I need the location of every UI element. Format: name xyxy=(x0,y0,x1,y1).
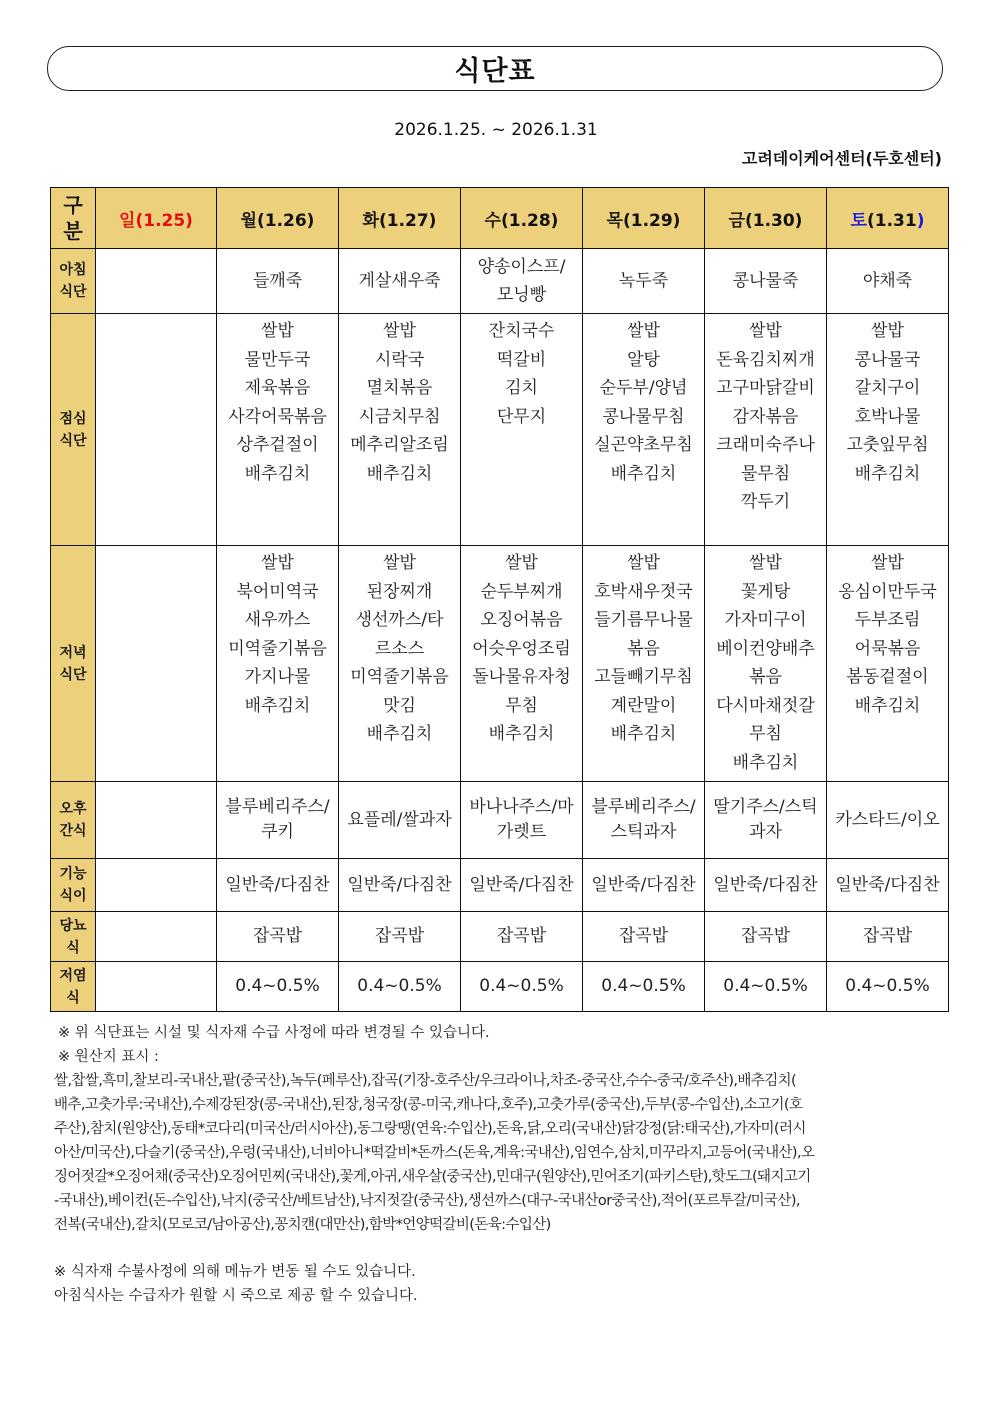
day-header-sun: 일(1.25) xyxy=(96,188,217,249)
menu-item: 일반죽/다짐찬 xyxy=(591,874,696,895)
menu-item: 다시마채젓갈 xyxy=(716,695,815,716)
menu-cell-sat xyxy=(827,962,949,1012)
menu-item: 옹심이만두국 xyxy=(838,581,937,602)
menu-item: 0.4~0.5% xyxy=(357,976,442,997)
row-label: 점심 식단 xyxy=(51,314,96,546)
menu-item: 무침 xyxy=(749,724,782,744)
menu-cell-wed xyxy=(461,912,583,962)
menu-item: 볶음 xyxy=(627,638,660,659)
menu-cell-mon xyxy=(217,782,339,859)
menu-item: 어묵볶음 xyxy=(854,638,921,659)
menu-item: 과자 xyxy=(749,822,782,842)
menu-item: 단무지 xyxy=(496,406,547,427)
menu-item: 된장찌개 xyxy=(366,581,433,602)
menu-item: 0.4~0.5% xyxy=(235,976,320,997)
menu-item: 르소스 xyxy=(374,638,425,659)
day-header-fri: 금(1.30) xyxy=(705,188,827,249)
menu-item: 시금치무침 xyxy=(358,406,441,427)
menu-item: 호박나물 xyxy=(854,406,921,427)
menu-cell-fri xyxy=(705,314,827,546)
menu-item: 멸치볶음 xyxy=(366,378,433,398)
menu-cell-sat xyxy=(827,859,949,912)
menu-item: 갈치구이 xyxy=(854,378,921,398)
menu-cell-sun xyxy=(96,859,217,912)
low-sodium-diet-row xyxy=(51,962,949,1012)
menu-item: 무침 xyxy=(505,695,538,716)
row-label: 오후 간식 xyxy=(51,782,96,859)
menu-cell-wed xyxy=(461,249,583,314)
menu-item: 실곤약초무침 xyxy=(594,435,693,455)
menu-cell-fri xyxy=(705,249,827,314)
notes-section xyxy=(54,1021,954,1237)
supply-notes xyxy=(54,1260,954,1308)
menu-item: 어슷우엉조림 xyxy=(472,638,571,659)
change-notice: ※ 위 식단표는 시설 및 식자재 수급 사정에 따라 변경될 수 있습니다. xyxy=(58,1025,490,1041)
menu-item: 알탕 xyxy=(627,349,660,370)
menu-item: 야채죽 xyxy=(862,270,913,291)
menu-item: 돌나물유자청 xyxy=(472,667,571,687)
page-title: 식단표 xyxy=(454,56,536,87)
diabetic-diet-row xyxy=(51,912,949,962)
menu-cell-sat xyxy=(827,314,949,546)
menu-cell-tue xyxy=(339,546,461,782)
menu-cell-sun xyxy=(96,546,217,782)
menu-cell-tue xyxy=(339,912,461,962)
menu-item: 상추겉절이 xyxy=(236,435,319,455)
menu-cell-sun xyxy=(96,962,217,1012)
menu-item: 일반죽/다짐찬 xyxy=(225,874,330,895)
menu-cell-wed xyxy=(461,314,583,546)
menu-cell-sun xyxy=(96,314,217,546)
menu-item: 쌀밥 xyxy=(383,321,416,341)
day-header-tue: 화(1.27) xyxy=(339,188,461,249)
menu-cell-mon xyxy=(217,249,339,314)
menu-period: 2026.1.25. ~ 2026.1.31 xyxy=(394,120,598,140)
lunch-row xyxy=(51,314,949,546)
menu-item: 잡곡밥 xyxy=(252,926,303,947)
menu-item: 배추김치 xyxy=(854,463,921,484)
menu-item: 일반죽/다짐찬 xyxy=(835,874,940,895)
day-header-wed: 수(1.28) xyxy=(461,188,583,249)
menu-item: 배추김치 xyxy=(366,724,433,744)
menu-item: 쌀밥 xyxy=(261,321,294,341)
menu-item: 양송이스프/ xyxy=(477,256,566,277)
menu-cell-thu xyxy=(583,314,705,546)
menu-item: 잡곡밥 xyxy=(862,926,913,947)
menu-item: 쌀밥 xyxy=(505,553,538,573)
menu-item: 두부조림 xyxy=(854,610,921,630)
menu-item: 미역줄기볶음 xyxy=(228,638,327,659)
menu-cell-thu xyxy=(583,912,705,962)
menu-item: 콩나물무침 xyxy=(602,406,685,427)
menu-cell-thu xyxy=(583,962,705,1012)
functional-diet-row xyxy=(51,859,949,912)
menu-item: 메추리알조림 xyxy=(350,435,449,455)
dinner-row xyxy=(51,546,949,782)
menu-item: 잡곡밥 xyxy=(374,926,425,947)
menu-item: 꽃게탕 xyxy=(740,581,791,602)
menu-item: 일반죽/다짐찬 xyxy=(469,874,574,895)
meal-menu-table xyxy=(50,187,949,1012)
menu-item: 볶음 xyxy=(749,667,782,687)
menu-item: 배추김치 xyxy=(488,724,555,744)
menu-cell-tue xyxy=(339,782,461,859)
center-name: 고려데이케어센터(두호센터) xyxy=(741,149,942,168)
menu-item: 블루베리주스/ xyxy=(225,797,330,817)
menu-item: 김치 xyxy=(505,378,538,398)
header-row xyxy=(51,188,949,249)
menu-item: 콩나물국 xyxy=(854,349,921,370)
menu-item: 배추김치 xyxy=(366,463,433,484)
menu-item: 들기름무나물 xyxy=(594,610,693,630)
menu-item: 호박새우젓국 xyxy=(594,581,693,602)
menu-item: 사각어묵볶음 xyxy=(228,406,327,427)
menu-item: 쌀밥 xyxy=(383,553,416,573)
menu-item: 블루베리주스/ xyxy=(591,797,696,817)
menu-item: 일반죽/다짐찬 xyxy=(713,874,818,895)
menu-item: 순두부/양념 xyxy=(599,378,688,398)
menu-item: 물만두국 xyxy=(244,349,311,370)
menu-item: 오징어볶음 xyxy=(480,610,563,630)
menu-cell-mon xyxy=(217,314,339,546)
category-header: 구 분 xyxy=(51,188,96,249)
menu-item: 들깨죽 xyxy=(252,270,303,291)
day-header-sat: 토(1.31) xyxy=(827,188,949,249)
menu-item: 쌀밥 xyxy=(871,553,904,573)
menu-cell-wed xyxy=(461,962,583,1012)
menu-item: 쌀밥 xyxy=(261,553,294,573)
menu-item: 딸기주스/스틱 xyxy=(713,797,818,817)
menu-cell-thu xyxy=(583,546,705,782)
menu-item: 0.4~0.5% xyxy=(479,976,564,997)
menu-item: 게살새우죽 xyxy=(358,270,441,291)
row-label: 저녁 식단 xyxy=(51,546,96,782)
snack-row xyxy=(51,782,949,859)
menu-cell-sat xyxy=(827,249,949,314)
menu-item: 생선까스/타 xyxy=(355,610,444,630)
menu-item: 쌀밥 xyxy=(627,321,660,341)
menu-item: 쌀밥 xyxy=(749,321,782,341)
menu-item: 미역줄기볶음 xyxy=(350,667,449,687)
row-label: 아침 식단 xyxy=(51,249,96,314)
menu-item: 배추김치 xyxy=(610,463,677,484)
menu-item: 배추김치 xyxy=(610,724,677,744)
menu-cell-thu xyxy=(583,859,705,912)
menu-cell-tue xyxy=(339,859,461,912)
origin-heading: ※ 원산지 표시 : xyxy=(58,1049,159,1065)
menu-item: 쿠키 xyxy=(261,822,294,842)
menu-cell-wed xyxy=(461,782,583,859)
menu-item: 북어미역국 xyxy=(236,581,319,602)
menu-item: 크래미숙주나 xyxy=(716,435,815,455)
day-header-mon: 월(1.26) xyxy=(217,188,339,249)
menu-item: 잡곡밥 xyxy=(496,926,547,947)
menu-item: 감자볶음 xyxy=(732,406,799,427)
menu-cell-fri xyxy=(705,546,827,782)
menu-item: 떡갈비 xyxy=(496,349,547,370)
day-header-thu: 목(1.29) xyxy=(583,188,705,249)
menu-cell-sat xyxy=(827,912,949,962)
menu-item: 쌀밥 xyxy=(871,321,904,341)
menu-item: 고구마닭갈비 xyxy=(716,378,815,398)
menu-item: 카스타드/이오 xyxy=(835,809,940,830)
menu-item: 배추김치 xyxy=(854,695,921,716)
breakfast-notice: 아침식사는 수급자가 원할 시 죽으로 제공 할 수 있습니다. xyxy=(54,1288,418,1304)
menu-item: 잡곡밥 xyxy=(740,926,791,947)
menu-item: 배추김치 xyxy=(244,463,311,484)
menu-item: 쌀밥 xyxy=(627,553,660,573)
menu-cell-sat xyxy=(827,546,949,782)
menu-item: 콩나물죽 xyxy=(732,270,799,291)
menu-item: 잡곡밥 xyxy=(618,926,669,947)
menu-item: 0.4~0.5% xyxy=(845,976,930,997)
menu-item: 잔치국수 xyxy=(488,321,555,341)
menu-item: 베이컨양배추 xyxy=(716,638,815,659)
title-banner xyxy=(47,46,943,91)
menu-cell-mon xyxy=(217,546,339,782)
menu-item: 제육볶음 xyxy=(244,378,311,398)
menu-cell-fri xyxy=(705,782,827,859)
supply-notice: ※ 식자재 수불사정에 의해 메뉴가 변동 될 수도 있습니다. xyxy=(54,1264,416,1280)
menu-cell-fri xyxy=(705,859,827,912)
menu-item: 가자미구이 xyxy=(724,610,807,630)
menu-cell-wed xyxy=(461,859,583,912)
breakfast-row xyxy=(51,249,949,314)
menu-item: 녹두죽 xyxy=(618,270,669,291)
menu-item: 시락국 xyxy=(374,349,425,370)
menu-cell-tue xyxy=(339,962,461,1012)
menu-item: 일반죽/다짐찬 xyxy=(347,874,452,895)
menu-cell-tue xyxy=(339,249,461,314)
menu-item: 순두부찌개 xyxy=(480,581,563,602)
menu-cell-mon xyxy=(217,912,339,962)
row-label: 당뇨 식 xyxy=(51,912,96,962)
menu-cell-wed xyxy=(461,546,583,782)
menu-item: 고춧잎무침 xyxy=(846,435,929,455)
menu-item: 계란말이 xyxy=(610,695,677,716)
row-label: 기능 식이 xyxy=(51,859,96,912)
menu-cell-fri xyxy=(705,912,827,962)
origin-list: 쌀,찹쌀,흑미,찰보리-국내산,팥(중국산),녹두(페루산),잡곡(기장-호주산/우크라이나,차조-중국산,수수-중국/호주산),배추김치( 배추,고춧가루:국내산),수제강된장(콩-국내산),된장,청국장(콩-미국,캐나다,호주),고춧가루(중국산),두부(콩-수입산),소고기(호 주산),참치(원양산),동태*코다리(미국산/러시아산),동그랑땡(연육:수입산),돈육,닭,오리(국내산)닭강정(닭:태국산),가자미(러시 아산/미국산),다슬기(중국산),우렁(국내산),너비아니*떡갈비*돈까스(돈육,계육:국내산),임연수,삼치,미꾸라지,고등어(국내산),오 징어젓갈*오징어채(중국산)오징어민찌(국내산),꽃게,아귀,새우살(중국산),민대구(원양산),민어조기(파키스탄),핫도그(돼지고기 -국내산),베이컨(돈-수입산),낙지(중국산/베트남산),낙지젓갈(중국산),생선까스(대구-국내산or중국산),적어(포르투갈/미국산), 전복(국내산),갈치(모로코/남아공산),꽁치캔(대만산),함박*언양떡갈비(돈육:수입산) xyxy=(54,1073,815,1233)
menu-item: 가렛트 xyxy=(496,822,547,842)
menu-cell-sun xyxy=(96,782,217,859)
menu-item: 맛김 xyxy=(383,695,416,716)
menu-item: 요플레/쌀과자 xyxy=(347,809,452,830)
menu-item: 돈육김치찌개 xyxy=(716,349,815,370)
menu-item: 스틱과자 xyxy=(610,822,677,842)
menu-item: 0.4~0.5% xyxy=(601,976,686,997)
menu-cell-thu xyxy=(583,249,705,314)
menu-item: 깍두기 xyxy=(740,492,791,512)
menu-cell-mon xyxy=(217,859,339,912)
menu-cell-mon xyxy=(217,962,339,1012)
menu-item: 바나나주스/마 xyxy=(469,797,574,817)
menu-item: 봄동겉절이 xyxy=(846,667,929,687)
menu-cell-tue xyxy=(339,314,461,546)
menu-item: 고들빼기무침 xyxy=(594,667,693,687)
menu-item: 모닝빵 xyxy=(496,285,547,305)
menu-item: 0.4~0.5% xyxy=(723,976,808,997)
menu-cell-thu xyxy=(583,782,705,859)
menu-item: 배추김치 xyxy=(732,752,799,773)
menu-item: 새우까스 xyxy=(244,610,311,630)
menu-cell-fri xyxy=(705,962,827,1012)
menu-cell-sun xyxy=(96,912,217,962)
menu-item: 배추김치 xyxy=(244,695,311,716)
menu-cell-sun xyxy=(96,249,217,314)
menu-item: 쌀밥 xyxy=(749,553,782,573)
row-label: 저염 식 xyxy=(51,962,96,1012)
menu-item: 물무침 xyxy=(740,463,791,484)
menu-cell-sat xyxy=(827,782,949,859)
menu-item: 가지나물 xyxy=(244,667,311,687)
